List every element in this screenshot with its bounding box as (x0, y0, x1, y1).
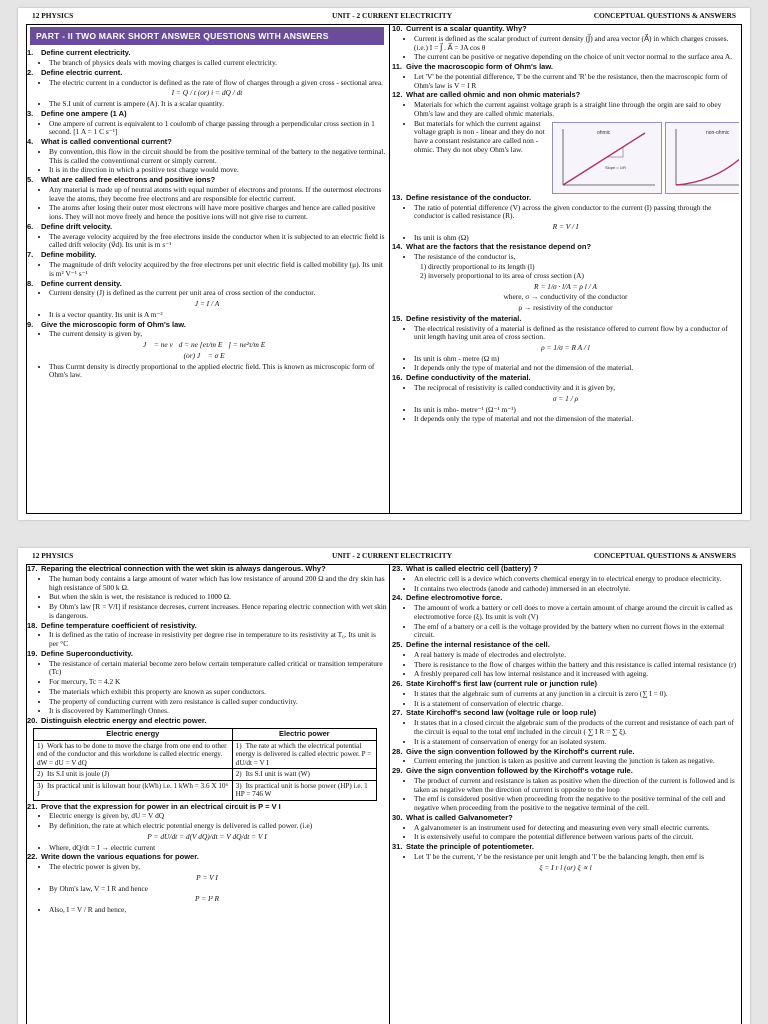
header-unit: UNIT - 2 CURRENT ELECTRICITY (332, 551, 453, 560)
equation: P = dU/dt = d(V dQ)/dt = V dQ/dt = V I (147, 831, 267, 841)
answer-point: • It is defined as the ratio of increase in resistivity per degree rise in temperature to its resistivity at T₀. Its unit is per °C (49, 631, 387, 648)
question-17: 17. Reparing the electrical connection with the wet skin is always dangerous. Why? (27, 565, 326, 573)
answer-point: • The current density is given by, (49, 330, 387, 339)
left-column (27, 25, 387, 513)
content-frame (26, 24, 742, 514)
answer-point: • A freshly prepared cell has low internal resistance and it increased with ageing. (414, 670, 739, 679)
answer-point: • The resistance of the conductor is, (414, 253, 739, 262)
table-row: 2) Its S.I unit is joule (J) 2) Its S.I unit is watt (W) (34, 769, 377, 780)
equation: σ = 1 / ρ (552, 393, 579, 403)
answer-point: • The magnitude of drift velocity acquired by the free electrons per unit electric field is called mobility (μ). Its unit is m² V⁻¹ s⁻¹ (49, 261, 387, 278)
answer-point: • It is in the direction in which a positive test charge would move. (49, 166, 387, 175)
answer-point: • The property of conducting current with zero resistance is called super conductivity. (49, 698, 387, 707)
answer-point: • Also, I = V / R and hence, (49, 906, 387, 915)
equation: P = V I (196, 872, 218, 882)
answer-point: • By Ohm's law, V = I R and hence (49, 885, 387, 894)
table-row: 1) Work has to be done to move the charge from one end to other end of the conductor and this workdone is called electric energy. dW = dU = V dQ 1) The rate at which the electrical potential energy is delivered is called electric power. P = dU/dt = V I (34, 740, 377, 768)
page-header (32, 551, 736, 563)
answer-point: • An electric cell is a device which converts chemical energy in to electrical energy to produce electricity. (414, 575, 739, 584)
answer-point: • One ampere of current is equivalent to 1 coulomb of charge passing through a perpendicular cross section in 1 second. [1 A = 1 C s⁻¹] (49, 120, 387, 137)
answer-point: • Thus Currnt density is directly proportional to the applied electric field. This is known as microscopic form of Ohm's law. (49, 363, 387, 380)
question-12: 12. What are called ohmic and non ohmic materials? (392, 90, 581, 100)
question-31: 31. State the principle of potentiometer. (392, 842, 534, 852)
header-section: CONCEPTUAL QUESTIONS & ANSWERS (593, 11, 736, 20)
answer-point: • Current density (J) is defined as the current per unit area of cross section of the conductor. (49, 289, 387, 298)
answer-point: • The human body contains a large amount of water which has low resistance of around 200 Ω and the dry skin has high resistance of 500 k Ω. (49, 575, 387, 592)
table-header: Electric energy (34, 728, 233, 740)
ohmic-label: ohmic (597, 129, 611, 136)
answer-point: • A galvanometer is an instrument used for detecting and measuring even very small electric currents. (414, 824, 739, 833)
table-header: Electric power (232, 728, 376, 740)
answer-point: • It is discovered by Kammerlingh Onnes. (49, 707, 387, 716)
question-7: 7. Define mobility. (27, 250, 97, 260)
answer-point: • But when the skin is wet, the resistance is reduced to 1000 Ω. (49, 593, 387, 602)
slope-label: Slope = 1/R (605, 164, 627, 170)
answer-point: • It is a vector quantity. Its unit is A m⁻² (49, 311, 387, 320)
question-22: 22. Write down the various equations for power. (27, 852, 199, 862)
table-row: 3) Its practical unit is kilowatt hour (kWh) i.e. 1 kWh = 3.6 X 10⁶ J 3) Its practical unit is horse power (HP) i.e. 1 HP = 746 W (34, 780, 377, 800)
content-frame (26, 564, 742, 1024)
question-21: 21. Prove that the expression for power in an electrical circuit is P = V I (27, 801, 281, 811)
question-30: 30. What is called Galvanometer? (392, 812, 513, 822)
answer-point: • Where, dQ/dt = I → electric current (49, 844, 387, 853)
question-18: 18. Define temperature coefficient of resistivity. (27, 620, 197, 630)
answer-point: • The electric power is given by, (49, 863, 387, 872)
question-23: 23. What is called electric cell (battery) ? (392, 565, 538, 573)
question-13: 13. Define resistance of the conductor. (392, 192, 532, 202)
right-column (392, 25, 739, 513)
question-3: 3. Define one ampere (1 A) (27, 108, 127, 118)
equation: ξ = I r l (or) ξ ∝ l (539, 862, 592, 872)
ohmic-graph (552, 122, 662, 194)
question-25: 25. Define the internal resistance of the cell. (392, 640, 550, 650)
question-24: 24. Define electromotive force. (392, 593, 503, 603)
non-ohmic-graph (665, 122, 739, 194)
question-5: 5. What are called free electrons and positive ions? (27, 175, 216, 185)
question-1: 1. Define current electricity. (27, 48, 131, 58)
answer-point: • It contains two electrods (anode and cathode) immersed in an electrolyte. (414, 585, 739, 594)
header-subject: 12 PHYSICS (32, 11, 74, 20)
answer-point: • Its unit is mho- metre⁻¹ (Ω⁻¹ m⁻¹) (414, 406, 739, 415)
answer-point: • It depends only the type of material and not the dimension of the material. (414, 415, 739, 424)
answer-point: • For mercury, Tc = 4.2 K (49, 678, 387, 687)
equation: J⃗ = ne v⃗d = ne [eτ/m E⃗] = ne²τ/m E⃗ (143, 340, 271, 350)
answer-point: • It states that in a closed circuit the algebraic sum of the products of the current and resistance of each part of the circuit is equal to the total emf included in the circuit ( ∑ I R = ∑ ξ). (414, 719, 739, 736)
equation: (or) J⃗ = σ E⃗ (183, 350, 231, 360)
answer-point: • The amount of work a battery or cell does to move a certain amount of charge around the circuit is called as electromotive force (ξ). Its unit is volt (V) (414, 604, 739, 621)
answer-point: • Its unit is ohm (Ω) (414, 234, 739, 243)
answer-point: • Its unit is ohm - metre (Ω m) (414, 355, 739, 364)
equation: R = V / I (552, 221, 579, 231)
question-8: 8. Define current density. (27, 278, 122, 288)
question-2: 2. Define electric current. (27, 67, 123, 77)
answer-point: • Current is defined as the scalar product of current density (J⃗) and area vector (A⃗) in which charges crosses. (i.e.) I = J⃗ . A⃗ = JA cos θ (414, 35, 739, 52)
where-line: where, σ → conductivity of the conductor (503, 292, 628, 302)
question-28: 28. Give the sign convention followed by the Kirchoff's current rule. (392, 746, 635, 756)
page-1 (18, 8, 750, 520)
left-column (27, 565, 387, 1024)
equation: P = I² R (194, 894, 220, 904)
answer-point: • By Ohm's law [R = V/I] if resistance decreses, current increases. Hence reparing electric connection with wet skin is dangerous. (49, 603, 387, 620)
page-2 (18, 548, 750, 1024)
question-6: 6. Define drift velocity. (27, 221, 113, 231)
answer-point: • Materials for which the current against voltage graph is a straight line through the orgin are said to obey Ohm's law and they are called ohmic materials. (414, 101, 739, 118)
answer-point: • The materials which exhibit this property are known as super conductors. (49, 688, 387, 697)
answer-point: • Let 'I' be the current, 'r' be the resistance per unit length and 'l' be the balancing length, then emf is (414, 853, 739, 862)
question-16: 16. Define conductivity of the material. (392, 373, 531, 383)
answer-point: • Current entering the junction is taken as positive and current leaving the junction is taken as negative. (414, 757, 739, 766)
answer-point: • The emf of a battery or a cell is the voltage provided by the battery when no current flows in the external circuit. (414, 623, 739, 640)
column-divider (389, 565, 390, 1024)
answer-point: • Any material is made up of neutral atoms with equal number of electrons and protons. If the outermost electrons leave the atoms, they become free electrons and are responsible for electric current. (49, 186, 387, 203)
answer-point: • By definition, the rate at which electric potential energy is delivered is called power. (i.e) (49, 822, 387, 831)
where-line: ρ → resistivity of the conductor (518, 302, 613, 312)
answer-point: • The average velocity acquired by the free electrons inside the conductor when it is subjected to an electric field is called drift velocity (v⃗d). Its unit is m s⁻¹ (49, 233, 387, 250)
answer-point: • The electric current in a conductor is defined as the rate of flow of charges through a given cross - sectional area. (49, 79, 387, 88)
answer-point: • The ratio of potential difference (V) across the given conductor to the current (I) passing through the conductor is called resistance (R). (414, 204, 739, 221)
energy-power-table (33, 728, 377, 801)
question-15: 15. Define resistivity of the material. (392, 313, 522, 323)
equation: I = Q / t (or) i = dQ / dt (171, 88, 243, 98)
answer-point: • It is extensively useful to compare the potential difference between various parts of the circuit. (414, 833, 739, 842)
answer-point: • The atoms after losing their outer most electrons will have more positive charges and hence are called positive ions. They will not move freely and hence the positive ions will not give rise to current. (49, 204, 387, 221)
answer-point: • Let 'V' be the potential difference, 'I' be the current and 'R' be the resistance, then the macroscopic form of Ohm's law is V = I R (414, 73, 739, 90)
question-27: 27. State Kirchoff's second law (voltage rule or loop rule) (392, 708, 597, 718)
answer-point: • The electrical resistivity of a material is defined as the resistance offered to current flow by a conductor of unit length having unit area of cross section. (414, 325, 739, 342)
question-19: 19. Define Superconductivity. (27, 648, 133, 658)
sub-point: 1) directly proportional to its length (l) (420, 262, 535, 272)
answer-point: • It is a statement of conservation of energy for an isolated system. (414, 738, 739, 747)
answer-point: • The reciprocal of resistivity is called conductivity and it is given by, (414, 384, 739, 393)
answer-point: • The resistance of certain material become zero below certain temperature called critical or transition temperature (Tc) (49, 660, 387, 677)
equation: R = 1/σ · l/A = ρ l / A (534, 281, 597, 291)
question-14: 14. What are the factors that the resistance depend on? (392, 242, 592, 252)
header-subject: 12 PHYSICS (32, 551, 74, 560)
answer-point: • The current can be positive or negative depending on the choice of unit vector normal to the surface area A. (414, 53, 739, 62)
equation: J = I / A (194, 299, 220, 309)
answer-point: • A real battery is made of electrodes and electrolyte. (414, 651, 739, 660)
right-column (392, 565, 739, 1024)
answer-point: • It is a statement of conservation of electric charge. (414, 700, 739, 709)
answer-point: • There is resistance to the flow of charges within the battery and this resistance is called internal resistance (r) (414, 661, 739, 670)
answer-point: • The product of current and resistance is taken as positive when the direction of the current is followed and is taken as negative when the direction of current is opposite to the loop (414, 777, 739, 794)
equation: ρ = 1/σ = R A / l (541, 343, 590, 353)
answer-point: • It depends only the type of material and not the dimension of the material. (414, 364, 739, 373)
question-9: 9. Give the microscopic form of Ohm's law. (27, 319, 186, 329)
column-divider (389, 25, 390, 513)
answer-point: • The emf is considered positive when proceeding from the negative to the positive terminal of the cell and negative when proceeding from the positive to the negative terminal of the cell. (414, 795, 739, 812)
answer-point: • The branch of physics deals with moving charges is called current electricity. (49, 59, 387, 68)
question-10: 10. Current is a scalar quantity. Why? (392, 25, 527, 33)
answer-point: • But materials for which the current against voltage graph is non - linear and they do not have a constant resistance are called non - ohmic. They do not obey Ohm's law. (414, 120, 546, 155)
header-section: CONCEPTUAL QUESTIONS & ANSWERS (593, 551, 736, 560)
question-26: 26. State Kirchoff's first law (current rule or junction rule) (392, 679, 597, 689)
header-unit: UNIT - 2 CURRENT ELECTRICITY (332, 11, 453, 20)
answer-point: • The S.I unit of current is ampere (A). It is a scalar quantity. (49, 100, 387, 109)
question-29: 29. Give the sign convention followed by the Kirchoff's votage rule. (392, 766, 633, 776)
iv-graphs (552, 122, 739, 194)
question-20: 20. Distinguish electric energy and electric power. (27, 716, 207, 726)
answer-point: • Electric energy is given by, dU = V dQ (49, 812, 387, 821)
section-band: PART - II TWO MARK SHORT ANSWER QUESTIONS WITH ANSWERS (30, 27, 384, 45)
question-4: 4. What is called conventional current? (27, 137, 172, 147)
sub-point: 2) inversely proportional to its area of cross section (A) (420, 270, 584, 280)
question-11: 11. Give the macroscopic form of Ohm's law. (392, 62, 553, 72)
page-header (32, 11, 736, 23)
answer-point: • By convention, this flow in the circuit should be from the positive terminal of the battery to the negative terminal. This is called the conventional current or simply current. (49, 148, 387, 165)
non-ohmic-label: non-ohmic (706, 129, 730, 136)
answer-point: • It states that the algebraic sum of currents at any junction in a circuit is zero (∑ I = 0). (414, 690, 739, 699)
